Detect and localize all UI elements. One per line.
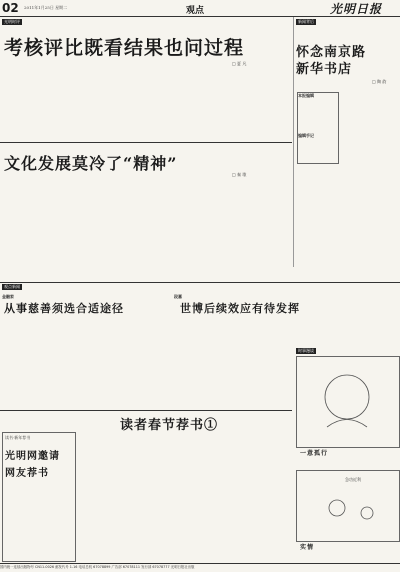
sidebar-subhead-2: 编辑手记 bbox=[298, 133, 314, 138]
books-body-text bbox=[78, 432, 290, 560]
right-body-text bbox=[340, 92, 398, 267]
article-tag: 新闻背后 bbox=[298, 19, 314, 24]
culture-byline: □ 秦 歌 bbox=[232, 172, 247, 177]
sidebar-box bbox=[297, 92, 339, 164]
left-middle-author: 金融家 bbox=[2, 294, 14, 299]
right-headline-line2: 新华书店 bbox=[296, 62, 353, 77]
masthead-logo: 光明日报 bbox=[330, 2, 383, 16]
invite-tag: 读书·新年荐书 bbox=[5, 435, 31, 440]
right-middle-body bbox=[174, 318, 292, 410]
column-divider bbox=[293, 17, 294, 267]
top-byline: □ 夏 凡 bbox=[232, 61, 247, 66]
date-line: 2011年1月25日 星期二 bbox=[24, 5, 68, 10]
article-tag: 光明时评 bbox=[4, 19, 20, 24]
divider bbox=[0, 282, 400, 283]
section-title: 观点 bbox=[186, 6, 205, 16]
right-headline-line1: 怀念南京路 bbox=[296, 45, 367, 60]
books-number: ① bbox=[204, 418, 219, 433]
cartoon-commentary bbox=[340, 448, 398, 468]
top-headline: 考核评比既看结果也问过程 bbox=[4, 37, 245, 59]
culture-body-text bbox=[2, 180, 290, 272]
sidebar-subhead: 本报编辑 bbox=[298, 93, 314, 98]
left-middle-body bbox=[2, 318, 172, 410]
cartoon-panel bbox=[296, 356, 400, 448]
culture-headline: 文化发展莫冷了“精神” bbox=[4, 154, 178, 173]
divider bbox=[0, 410, 292, 411]
page-number: 02 bbox=[2, 1, 19, 15]
article-tag: 观点新闻 bbox=[4, 284, 20, 289]
invite-box bbox=[2, 432, 76, 562]
cartoon-caption: 一意孤行 bbox=[300, 450, 329, 457]
top-body-text bbox=[2, 68, 290, 140]
cartoon-image bbox=[297, 357, 397, 445]
invite-title-line2: 网友荐书 bbox=[5, 468, 49, 479]
divider bbox=[0, 142, 292, 143]
article-tag: 时事漫谈 bbox=[298, 348, 314, 353]
right-column-text bbox=[296, 292, 398, 342]
books-headline bbox=[120, 414, 218, 433]
cartoon-panel-2 bbox=[296, 470, 400, 542]
books-title: 读者春节荐书 bbox=[120, 418, 205, 433]
page-footer: 国内统一连续出版物号 CN11-0026 邮发代号 1-16 电话总机 67078899 广告部 67078111 发行部 67078777 光明日报社出版 bbox=[0, 563, 400, 572]
cartoon-bottom-label: 实情 bbox=[300, 544, 315, 551]
right-byline: □ 陶 韵 bbox=[372, 79, 387, 84]
invite-title-line1: 光明网邀请 bbox=[5, 451, 60, 462]
cartoon-figures bbox=[297, 483, 397, 543]
cartoon-label: 急功近利 bbox=[345, 477, 361, 482]
page-header bbox=[0, 0, 400, 17]
right-middle-author: 段嘉 bbox=[174, 294, 182, 299]
left-middle-headline: 从事慈善须选合适途径 bbox=[4, 302, 124, 315]
right-middle-headline: 世博后续效应有待发挥 bbox=[180, 302, 300, 315]
